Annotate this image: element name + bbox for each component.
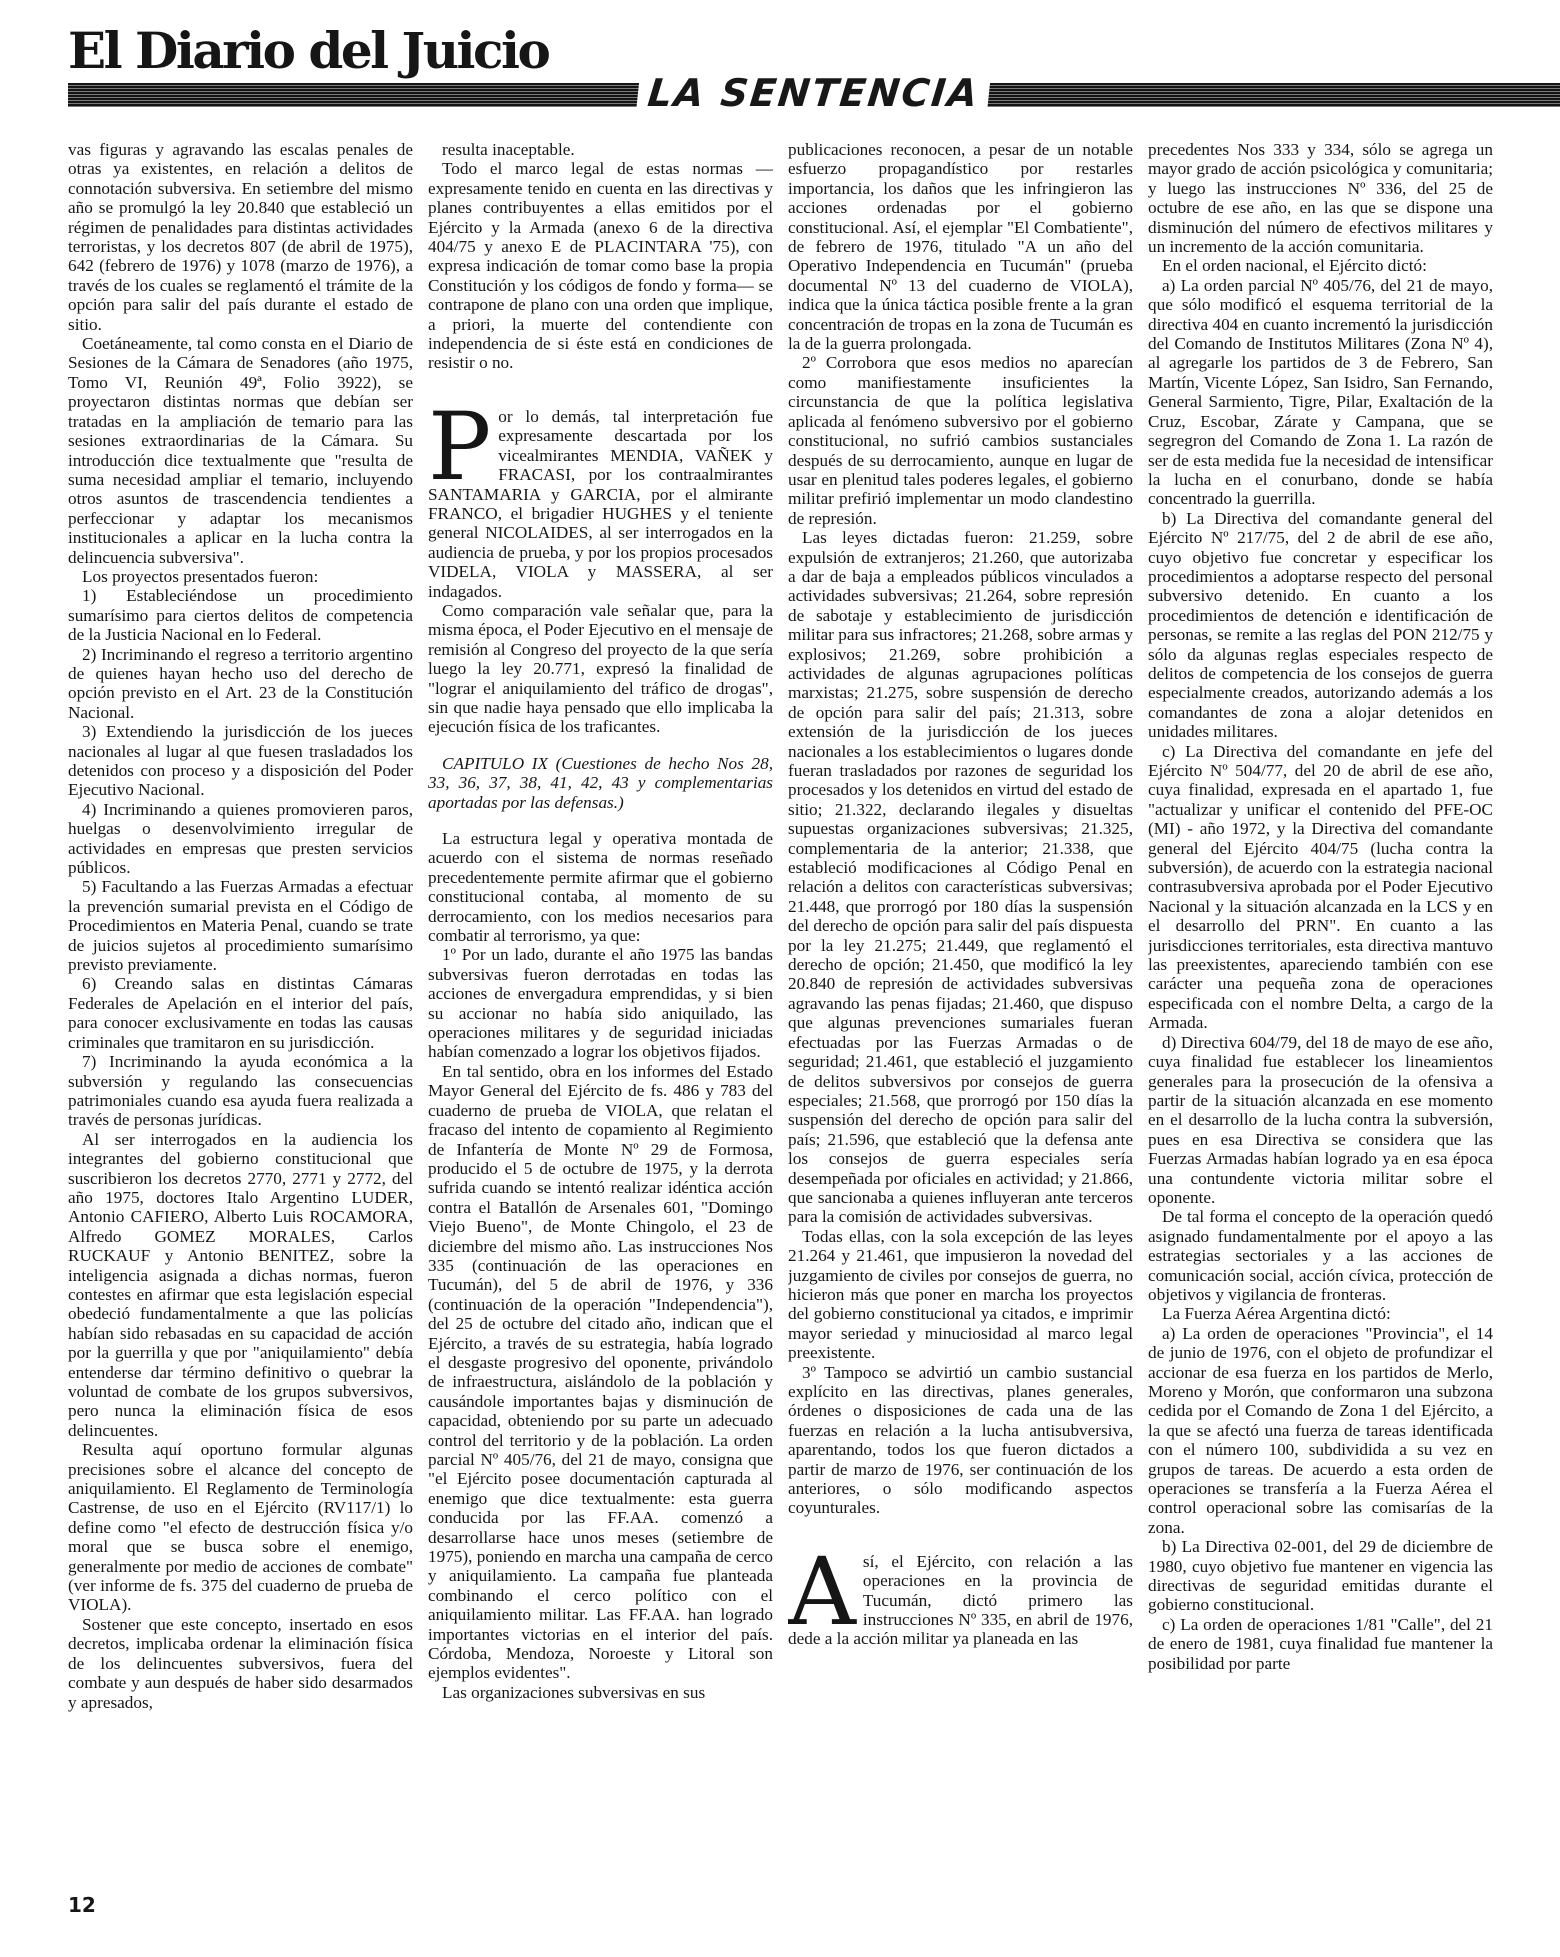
- paragraph: Sostener que este concepto, insertado en esos decretos, implicaba ordenar la eliminación física de los delincuentes subversivos, fuera del combate y aun después de haber sido desarmados y apresados,: [68, 1614, 413, 1712]
- text-column-4: [1148, 140, 1493, 1875]
- paragraph: publicaciones reconocen, a pesar de un notable esfuerzo propagandístico por restarles importancia, los daños que les infringieron las acciones ordenadas por el gobierno constitucional. Así, el ejemplar "El Combatiente", de febrero de 1976, titulado "A un año del Operativo Independencia en Tucumán" (prueba documental Nº 13 del cuaderno de VIOLA), indica que la única táctica posible frente a la gran concentración de tropas en la zona de Tucumán es la de la guerra prolongada.: [788, 140, 1133, 354]
- paragraph: c) La Directiva del comandante en jefe del Ejército Nº 504/77, del 20 de abril de ese año, cuya finalidad, expresada en el apartado 1, fue "actualizar y unificar el contenido del PFE-OC (MI) - año 1972, y la Directiva del comandante general del Ejército 404/75 (lucha contra la subversión), de acuerdo con la estrategia nacional contrasubversiva aprobada por el Poder Ejecutivo Nacional y la situación alcanzada en la LCS y en el desarrollo del PRN". En cuanto a las jurisdicciones territoriales, esta directiva mantuvo las preexistentes, apareciendo también con ese carácter una pequeña zona de operaciones especificada con el nombre Delta, a cargo de la Armada.: [1148, 741, 1493, 1033]
- paragraph: b) La Directiva del comandante general del Ejército Nº 217/75, del 2 de abril de ese año, cuyo objetivo fue concretar y especificar los procedimientos a adoptarse respecto del personal subversivo detenido. En cuanto a los procedimientos de detención e identificación de personas, se remite a las reglas del PON 212/75 y sólo da algunas reglas especiales respecto de delitos de competencia de los consejos de guerra especialmente creados, autorizando además a los comandantes de zona a alojar detenidos en unidades militares.: [1148, 508, 1493, 742]
- paragraph: Los proyectos presentados fueron:: [82, 566, 319, 586]
- paragraph: 3º Tampoco se advirtió un cambio sustancial explícito en las directivas, planes generales, órdenes o disposiciones de cada una de las fuerzas en relación a la lucha antisubversiva, aparentando, todos los que fueron dictados a partir de marzo de 1976, ser continuación de los anteriores, o sólo modificando aspectos coyunturales.: [788, 1362, 1133, 1518]
- paragraph-dropcap: [428, 392, 773, 601]
- chapter-heading: CAPITULO IX (Cuestiones de hecho Nos 28, 33, 36, 37, 38, 41, 42, 43 y complementarias aportadas por las defensas.): [428, 753, 773, 812]
- paragraph: La Fuerza Aérea Argentina dictó:: [1162, 1304, 1391, 1324]
- paragraph: d) Directiva 604/79, del 18 de mayo de ese año, cuya finalidad fue establecer los lineamientos generales para la prosecución de la ofensiva a partir de la situación alcanzada en ese momento en el desarrollo de la lucha contra la subversión, pues en esa Directiva se considera que las Fuerzas Armadas habían logrado ya en esa época una contundente victoria militar sobre el oponente.: [1148, 1032, 1493, 1207]
- paragraph: a) La orden parcial Nº 405/76, del 21 de mayo, que sólo modificó el esquema territorial de la directiva 404 en cuanto incrementó la jurisdicción del Comando de Institutos Militares (Zona Nº 4), al agregarle los partidos de 3 de Febrero, San Martín, Vicente López, San Isidro, San Fernando, General Sarmiento, Tigre, Pilar, Exaltación de la Cruz, Escobar, Zárate y Campana, que se segregron del Comando de Zona 1. La razón de ser de esta medida fue la necesidad de intensificar la lucha en el conurbano, donde se había concentrado la guerrilla.: [1148, 275, 1493, 509]
- paragraph: Coetáneamente, tal como consta en el Diario de Sesiones de la Cámara de Senadores (año 1975, Tomo VI, Reunión 49ª, Folio 3922), se proyectaron distintas normas que debían ser tratadas en la ampliación de temario para las sesiones extraordinarias de la Cámara. Su introducción dice textualmente que "resulta de suma necesidad ampliar el temario, incluyendo otros asuntos de trascendencia tendientes a perfeccionar y adaptar los mecanismos institucionales a aplicar en la lucha contra la delincuencia subversiva".: [68, 334, 413, 567]
- paragraph: 6) Creando salas en distintas Cámaras Federales de Apelación en el interior del país, para conocer exclusivamente en todas las causas criminales que tramitaron en su jurisdicción.: [68, 974, 413, 1052]
- text-column-3: [788, 140, 1133, 1875]
- drop-cap-letter: P: [428, 392, 492, 502]
- paragraph: La estructura legal y operativa montada de acuerdo con el sistema de normas reseñado precedentemente permite afirmar que el gobierno constitucional contaba, al momento de su derrocamiento, con los medios necesarios para combatir al terrorismo, ya que:: [428, 829, 773, 946]
- paragraph: 2) Incriminando el regreso a territorio argentino de quienes hayan hecho uso del derecho de opción previsto en el Art. 23 de la Constitución Nacional.: [68, 644, 413, 722]
- paragraph-text: or lo demás, tal interpretación fue expresamente descartada por los vicealmirantes MENDIA, VAÑEK y FRACASI, por los contraalmirantes SANTAMARIA y GARCIA, por el almirante FRANCO, el brigadier HUGHES y el teniente general NICOLAIDES, al ser interrogados en la audiencia de prueba, y por los propios procesados VIDELA, VIOLA y MASSERA, al ser indagados.: [428, 406, 773, 601]
- paragraph: Resulta aquí oportuno formular algunas precisiones sobre el alcance del concepto de aniquilamiento. El Reglamento de Terminología Castrense, de uso en el Ejército (RV117/1) lo define como "el efecto de destrucción física y/o moral que se busca sobre el enemigo, generalmente por medio de acciones de combate" (ver informe de fs. 375 del cuaderno de prueba de VIOLA).: [68, 1440, 413, 1615]
- paragraph: Todo el marco legal de estas normas —expresamente tenido en cuenta en las directivas y planes contribuyentes a ellas emitidos por el Ejército y la Armada (anexo 6 de la directiva 404/75 y anexo E de PLACINTARA '75), con expresa indicación de tomar como base la propia Constitución y los códigos de fondo y forma— se contrapone de plano con una orden que implique, a priori, la muerte del contendiente con independencia de si éste está en condiciones de resistir o no.: [428, 159, 773, 373]
- paragraph: vas figuras y agravando las escalas penales de otras ya existentes, en relación a delitos de connotación subversiva. En setiembre del mismo año se promulgó la ley 20.840 que estableció un régimen de penalidades para distintas actividades terroristas, y los decretos 807 (de abril de 1975), 642 (febrero de 1976) y 1078 (marzo de 1976), a través de los cuales se reglamentó el trámite de la opción para salir del país durante el estado de sitio.: [68, 140, 413, 334]
- paragraph: 7) Incriminando la ayuda económica a la subversión y regulando las consecuencias patrimoniales cuando esa ayuda fuera realizada a través de personas jurídicas.: [68, 1052, 413, 1130]
- paragraph: De tal forma el concepto de la operación quedó asignado fundamentalmente por el apoyo a las estrategias sectoriales y a las acciones de comunicación social, acción cívica, protección de objetivos y vigilancia de fronteras.: [1148, 1207, 1493, 1304]
- paragraph: Todas ellas, con la sola excepción de las leyes 21.264 y 21.461, que impusieron la novedad del juzgamiento de civiles por consejos de guerra, no hicieron más que poner en marcha los proyectos del gobierno constitucional ya citados, e imprimir mayor seriedad y minuciosidad al marco legal preexistente.: [788, 1226, 1133, 1363]
- paragraph: a) La orden de operaciones "Provincia", el 14 de junio de 1976, con el objeto de profundizar el accionar de esa fuerza en los partidos de Merlo, Moreno y Morón, que conformaron una subzona cedida por el Comando de Zona 1 del Ejército, a la que se afectó una fuerza de tareas identificada con el número 100, subdividida a su vez en grupos de tareas. De acuerdo a esta orden de operaciones se transfería a la Fuerza Aérea el control operacional sobre las comisarías de la zona.: [1148, 1323, 1493, 1537]
- paragraph: Las leyes dictadas fueron: 21.259, sobre expulsión de extranjeros; 21.260, que autorizaba a dar de baja a empleados públicos vinculados a actividades subversivas; 21.264, sobre represión de sabotaje y establecimiento de jurisdicción militar para sus infractores; 21.268, sobre armas y explosivos; 21.269, sobre prohibición a actividades de algunas agrupaciones políticas marxistas; 21.275, sobre suspensión de derecho de opción para salir del país; 21.313, sobre extensión de la jurisdicción de los jueces nacionales a los establecimientos o lugares donde fueran trasladados por razones de seguridad los procesados y los detenidos en virtud del estado de sitio; 21.322, declarando ilegales y disueltas supuestas organizaciones subversivas; 21.325, complementaria de la anterior; 21.338, que estableció modificaciones al Código Penal en relación a delitos con características subversivas; 21.448, que prorrogó por 180 días la suspensión del derecho de opción para salir del país dispuesta por la ley 21.275; 21.449, que reglamentó el derecho de opción; 21.450, que modificó la ley 20.840 de represión de actividades subversivas agravando las penas fijadas; 21.460, que dispuso que algunas prevenciones sumariales fueran efectuadas por las Fuerzas Armadas o de seguridad; 21.461, que estableció el juzgamiento de delitos subversivos por consejos de guerra especiales; 21.568, que prorrogó por 150 días la suspensión del derecho de opción para salir del país; 21.596, que estableció que la defensa ante los consejos de guerra especiales sería desempeñada por oficiales en actividad; y 21.866, que sancionaba a quienes influyeran ante terceros para la comisión de actividades subversivas.: [788, 528, 1133, 1227]
- paragraph: Las organizaciones subversivas en sus: [442, 1682, 706, 1702]
- paragraph: 4) Incriminando a quienes promovieren paros, huelgas o desenvolvimiento irregular de actividades en empresas que presten servicios públicos.: [68, 799, 413, 878]
- paragraph: Como comparación vale señalar que, para la misma época, el Poder Ejecutivo en el mensaje de remisión al Congreso del proyecto de la que sería luego la ley 20.771, expresó la finalidad de "lograr el aniquilamiento del tráfico de drogas", sin que nadie haya pensado que ello implicaba la ejecución física de los traficantes.: [428, 600, 773, 737]
- section-title: LA SENTENCIA: [636, 73, 991, 113]
- spacer: [428, 812, 773, 829]
- paragraph: 1) Estableciéndose un procedimiento sumarísimo para ciertos delitos de competencia de la Justicia Nacional en lo Federal.: [68, 586, 413, 645]
- masthead-title: El Diario del Juicio: [68, 21, 549, 80]
- paragraph: c) La orden de operaciones 1/81 "Calle", del 21 de enero de 1981, cuya finalidad fue mantener la posibilidad por parte: [1148, 1614, 1493, 1673]
- paragraph: 1º Por un lado, durante el año 1975 las bandas subversivas fueron derrotadas en todas las acciones de envergadura emprendidas, y si bien su accionar no había sido aniquilado, las operaciones militares y de seguridad iniciadas habían comenzado a lograr los objetivos fijados.: [428, 945, 773, 1062]
- drop-cap-letter: A: [788, 1537, 856, 1647]
- spacer: [428, 737, 773, 754]
- paragraph: precedentes Nos 333 y 334, sólo se agrega un mayor grado de acción psicológica y comunitaria; y luego las instrucciones Nº 336, del 25 de octubre de ese año, en las que se dispone una disminución del número de efectivos militares y un incremento de la acción comunitaria.: [1148, 140, 1493, 257]
- paragraph: En el orden nacional, el Ejército dictó:: [1162, 256, 1427, 276]
- page-number: 12: [68, 1893, 96, 1917]
- paragraph: b) La Directiva 02-001, del 29 de diciembre de 1980, cuyo objetivo fue mantener en vigencia las directivas de seguridad emitidas durante el gobierno constitucional.: [1148, 1537, 1493, 1615]
- text-column-1: [68, 140, 413, 1875]
- paragraph-text: sí, el Ejército, con relación a las operaciones en la provincia de Tucumán, dictó primero las instrucciones Nº 335, en abril de 1976, dede a la acción militar ya planeada en las: [788, 1551, 1133, 1649]
- text-column-2: [428, 140, 773, 1875]
- paragraph: resulta inaceptable.: [442, 140, 575, 159]
- paragraph: Al ser interrogados en la audiencia los integrantes del gobierno constitucional que suscribieron los decretos 2770, 2771 y 2772, del año 1975, doctores Italo Argentino LUDER, Antonio CAFIERO, Alberto Luis ROCAMORA, Alfredo GOMEZ MORALES, Carlos RUCKAUF y Antonio BENITEZ, sobre la inteligencia asignada a dichas normas, fueron contestes en afirmar que esta legislación especial obedeció fundamentalmente a que las policías habían sido rebasadas en su capacidad de acción por la guerrilla y que por "aniquilamiento" debía entenderse dar término definitivo o quebrar la voluntad de combate de los grupos subversivos, pero nunca la eliminación física de esos delincuentes.: [68, 1129, 413, 1440]
- paragraph: En tal sentido, obra en los informes del Estado Mayor General del Ejército de fs. 486 y 783 del cuaderno de prueba de VIOLA, que relatan el fracaso del intento de copamiento al Regimiento de Infantería de Monte Nº 29 de Formosa, producido el 5 de octubre de 1975, y la derrota sufrida cuando se intentó realizar idéntica acción contra el Batallón de Arsenales 601, "Domingo Viejo Bueno", de Monte Chingolo, el 23 de diciembre del mismo año. Las instrucciones Nos 335 (continuación de las operaciones en Tucumán), del 5 de abril de 1976, y 336 (continuación de la operación "Independencia"), del 25 de octubre del citado año, indican que el Ejército, a través de su estrategia, había logrado el desgaste progresivo del oponente, privándolo de infraestructura, aislándolo de la población y causándole importantes bajas y disminución de capacidad, obteniendo por su parte un adecuado control del territorio y de la población. La orden parcial Nº 405/76, del 21 de mayo, consigna que "el Ejército posee documentación capturada al enemigo que dice textualmente: esta guerra conducida por las FF.AA. comenzó a desarrollarse hace unos meses (setiembre de 1975), poniendo en marcha una campaña de cerco y aniquilamiento. La campaña fue planteada combinando el cerco político con el aniquilamiento militar. Las FF.AA. han logrado importantes victorias en el interior del país. Córdoba, Mendoza, Noroeste y Litoral son ejemplos evidentes".: [428, 1061, 773, 1683]
- paragraph: 3) Extendiendo la jurisdicción de los jueces nacionales al lugar al que fuesen trasladados los detenidos con proceso y a disposición del Poder Ejecutivo Nacional.: [68, 722, 413, 800]
- paragraph-dropcap: [788, 1537, 1133, 1649]
- paragraph: 2º Corrobora que esos medios no aparecían como manifiestamente insuficientes la circunstancia de que la política legislativa aplicada al fenómeno subversivo por el gobierno constitucional, no sufrió cambios sustanciales después de su derrocamiento, aunque en lugar de usar en plenitud tales poderes legales, el gobierno militar prefirió implementar un modo clandestino de represión.: [788, 353, 1133, 528]
- paragraph: 5) Facultando a las Fuerzas Armadas a efectuar la prevención sumarial prevista en el Código de Procedimientos en Materia Penal, cuando se trate de juicios sujetos al procedimiento sumarísimo previsto previamente.: [68, 877, 413, 975]
